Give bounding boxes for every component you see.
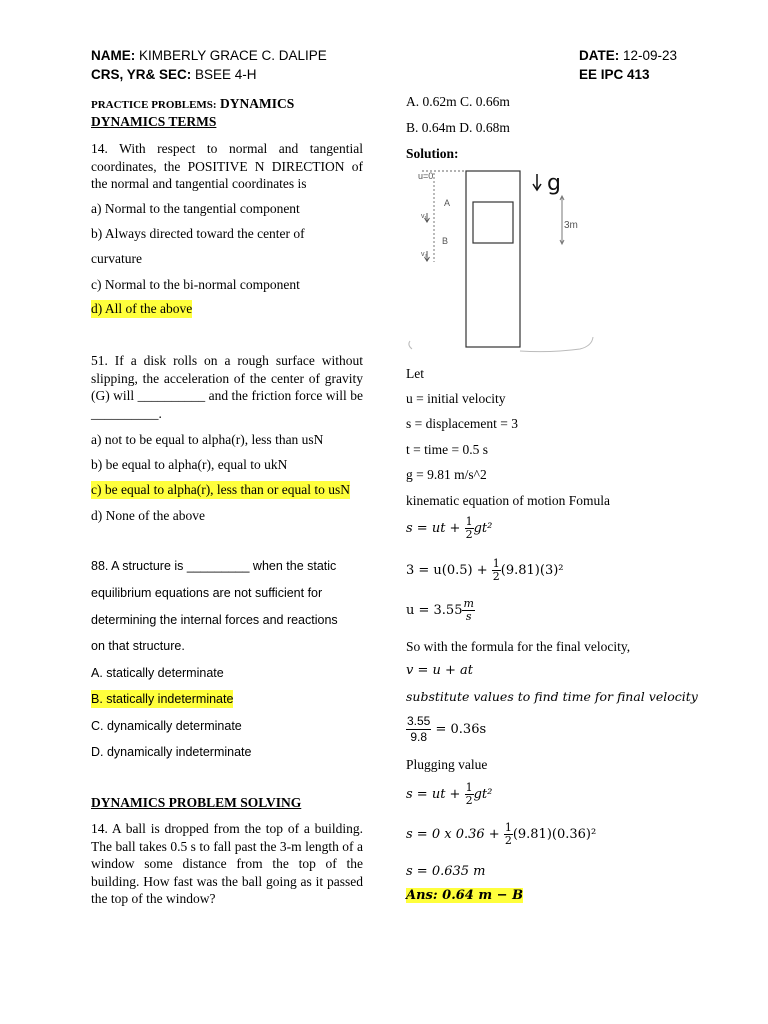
v1-label: v₁ [421,213,427,220]
terms-heading: DYNAMICS TERMS [91,114,217,129]
course-section-line: CRS, YR& SEC: BSEE 4-H [91,67,257,82]
initial-velocity-label: u=0 [418,171,434,181]
final-answer: Ans: 0.64 m − B [406,888,524,903]
equation-5: $\frac{3.55}{9.8}$ = 0.36s [407,714,487,744]
q51-option-b: b) be equal to alpha(r), equal to ukN [91,457,288,472]
q88-option-b-answer: B. statically indeterminate [91,692,234,706]
q14-option-c: c) Normal to the bi-normal component [91,277,300,292]
q51-text: 51. If a disk rolls on a rough surface without slipping, the acceleration of the center of gravity (G) will __________ and the friction force will be __________. [91,353,363,421]
choices-line-1: A. 0.62m C. 0.66m [406,94,510,109]
point-b-label: B [442,236,449,246]
gravity-label: g [547,171,561,196]
q51-option-a: a) not to be equal to alpha(r), less than usN [91,432,324,447]
q88-line-2: equilibrium equations are not sufficient for [91,586,323,600]
q88-line-3: determining the internal forces and reactions [91,613,338,627]
problem-solving-heading: DYNAMICS PROBLEM SOLVING [91,795,302,810]
q88-option-c: C. dynamically determinate [91,719,242,733]
u-definition: u = initial velocity [406,391,506,406]
equation-4: v = u + at [406,663,474,678]
equation-7: s = 0 x 0.36 + $\frac{1}{2}$ (9.81)(0.36)² [406,821,597,847]
choices-line-2: B. 0.64m D. 0.68m [406,120,510,135]
name-line: NAME: KIMBERLY GRACE C. DALIPE [91,48,327,63]
equation-2: 3 = u(0.5) + $\frac{1}{2}$ (9.81)(3)² [406,557,564,583]
kinematic-formula-label: kinematic equation of motion Fomula [406,493,610,508]
q51-option-d: d) None of the above [91,508,205,523]
equation-6: s = ut + $\frac{1}{2}$ gt² [406,781,493,807]
q14-option-a: a) Normal to the tangential component [91,201,300,216]
building-window-diagram [400,165,600,360]
q88-line-4: on that structure. [91,639,185,653]
q14-option-d-answer: d) All of the above [91,301,193,316]
solution-label: Solution: [406,146,459,161]
q14-text: 14. With respect to normal and tangential coordinates, the POSITIVE N DIRECTION of the normal and tangential coordinates is [91,141,363,192]
final-velocity-text: So with the formula for the final velocity, [406,639,631,654]
window-height-label: 3m [564,220,578,231]
let-label: Let [406,366,424,381]
equation-1: s = ut + $\frac{1}{2}$ gt² [406,515,493,541]
t-definition: t = time = 0.5 s [406,442,488,457]
plugging-value-label: Plugging value [406,757,488,772]
q14-option-b: b) Always directed toward the center of [91,226,305,241]
equation-3: u = 3.55 $\frac{m}{s}$ [406,597,474,623]
point-a-label: A [444,198,451,208]
v2-label: v₂ [421,251,428,258]
substitute-text: substitute values to find time for final velocity [406,689,698,704]
q14-option-b-cont: curvature [91,251,142,266]
course-code: EE IPC 413 [579,67,650,82]
date-line: DATE: 12-09-23 [579,48,678,63]
q88-option-a: A. statically determinate [91,666,224,680]
practice-title: PRACTICE PROBLEMS: DYNAMICS [91,96,295,111]
q51-option-c-answer: c) be equal to alpha(r), less than or equal to usN [91,482,351,497]
q88-option-d: D. dynamically indeterminate [91,745,252,759]
s-definition: s = displacement = 3 [406,416,518,431]
q88-line-1: 88. A structure is _________ when the static [91,559,337,573]
g-definition: g = 9.81 m/s^2 [406,467,487,482]
equation-8: s = 0.635 m [406,864,486,879]
ps14-problem: 14. A ball is dropped from the top of a building. The ball takes 0.5 s to fall past the 3-m length of a window some distance from the top of the building. How fast was the ball going as it passed the top of the window? [91,821,363,907]
